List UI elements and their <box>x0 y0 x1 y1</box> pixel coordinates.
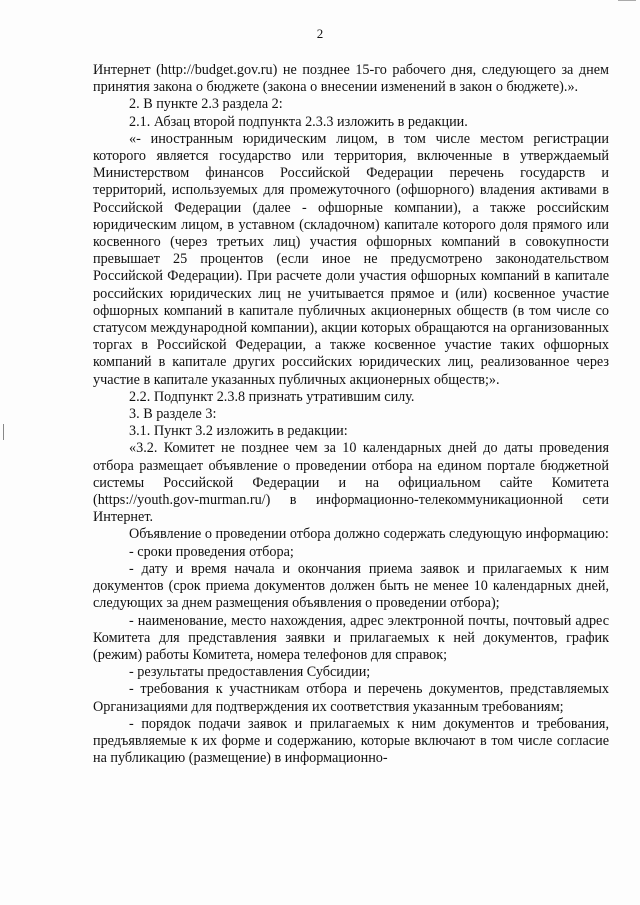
paragraph-item-3-1: 3.1. Пункт 3.2 изложить в редакции: <box>129 423 348 440</box>
paragraph-offshore-clause: «- иностранным юридическим лицом, в том числе местом регистрации которого является государство или территория, включенные в утверждаемый Министерством финансов Российской Федерации перечень государств и территорий, используемых для промежуточного (офшорного) владения активами в Российской Федерации (далее - офшорные компании), а также российским юридическим лицом, в уставном (складочном) капитале которого доля прямого или косвенного (через третьих лиц) участия офшорных компаний в совокупности превышает 25 процентов (если иное не предусмотрено законодательством Российской Федерации). При расчете доли участия офшорных компаний в капитале российских юридических лиц не учитывается прямое и (или) косвенное участие офшорных компаний в капитале публичных акционерных обществ (в том числе со статусом международной компании), акции которых обращаются на организованных торгах в Российской Федерации, а также косвенное участие таких офшорных компаний в капитале других российских юридических лиц, реализованное через участие в капитале указанных публичных акционерных обществ;». <box>93 130 609 388</box>
paragraph-item-2-1: 2.1. Абзац второй подпункта 2.3.3 изложить в редакции. <box>129 113 468 130</box>
paragraph-clause-3-2: «3.2. Комитет не позднее чем за 10 календарных дней до даты проведения отбора размещает объявление о проведении отбора на едином портале бюджетной системы Российской Федерации и на официальном сайте Комитета (https://youth.gov-murman.ru/) в информационно-телекоммуникационной сети Интернет. <box>93 440 609 526</box>
scan-corner-mark <box>618 0 636 4</box>
list-item-participant-requirements: - требования к участникам отбора и перечень документов, представляемых Организациями для подтверждения их соответствия указанным требованиям; <box>93 681 609 715</box>
paragraph-item-2-2: 2.2. Подпункт 2.3.8 признать утратившим силу. <box>129 388 415 405</box>
document-body <box>93 62 609 767</box>
paragraph-item-3: 3. В разделе 3: <box>129 406 217 423</box>
list-item-committee-contacts: - наименование, место нахождения, адрес электронной почты, почтовый адрес Комитета для представления заявки и прилагаемых к ней документов, график (режим) работы Комитета, номера телефонов для справок; <box>93 612 609 663</box>
list-item-application-dates: - дату и время начала и окончания приема заявок и прилагаемых к ним документов (срок приема документов должен быть не менее 10 календарных дней, следующих за днем размещения объявления о проведении отбора); <box>93 560 609 612</box>
paragraph-announcement-contents: Объявление о проведении отбора должно содержать следующую информацию: <box>129 526 609 543</box>
list-item-selection-dates: - сроки проведения отбора; <box>129 543 294 560</box>
scan-margin-mark <box>3 424 4 440</box>
list-item-subsidy-results: - результаты предоставления Субсидии; <box>129 664 371 681</box>
list-item-application-procedure: - порядок подачи заявок и прилагаемых к ним документов и требования, предъявляемые к их форме и содержанию, которые включают в том числе согласие на публикацию (размещение) в информационно- <box>93 715 609 767</box>
paragraph-intro-continuation: Интернет (http://budget.gov.ru) не позднее 15-го рабочего дня, следующего за днем принятия закона о бюджете (закона о внесении изменений в закон о бюджете).». <box>93 62 609 96</box>
paragraph-item-2: 2. В пункте 2.3 раздела 2: <box>129 96 283 113</box>
page-number: 2 <box>316 26 324 41</box>
